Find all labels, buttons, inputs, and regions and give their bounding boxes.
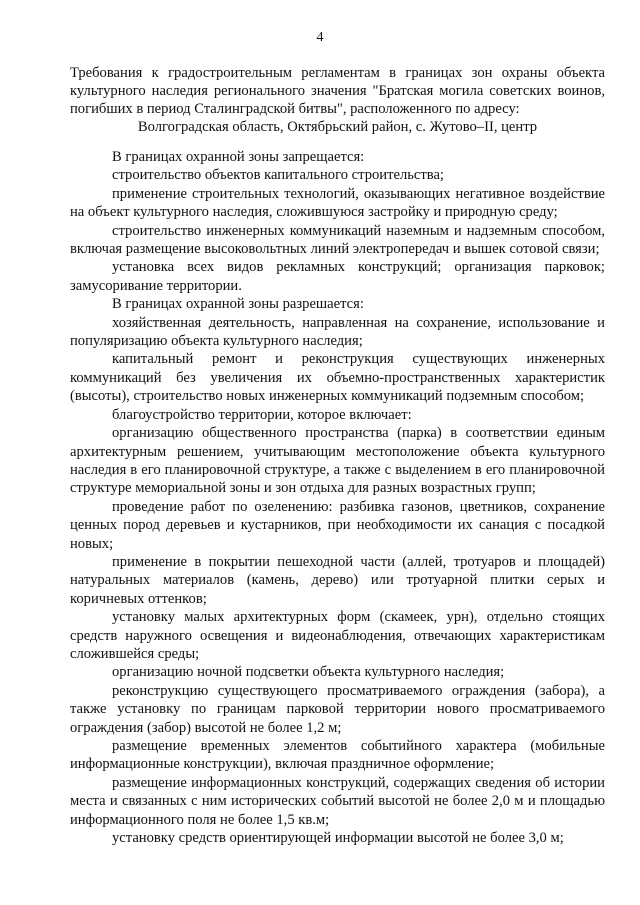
paragraph: проведение работ по озеленению: разбивка газонов, цветников, сохранение ценных пород деревьев и кустарников, при необходимости их санация с посадкой новых; [70, 498, 605, 552]
paragraph: организацию общественного пространства (парка) в соответствии единым архитектурным решением, учитывающим местоположение объекта культурного наследия в его планировочной структуре, а также с выделением в его планировочной структуре мемориальной зоны и зон отдыха для разных возрастных групп; [70, 425, 605, 497]
paragraph: строительство объектов капитального строительства; [112, 167, 444, 184]
paragraph: применение в покрытии пешеходной части (аллей, тротуаров и площадей) натуральных материалов (камень, дерево) или тротуарной плитки серых и коричневых оттенков; [70, 553, 605, 607]
paragraph: организацию ночной подсветки объекта культурного наследия; [112, 664, 505, 681]
paragraph: строительство инженерных коммуникаций наземным и надземным способом, включая размещение высоковольтных линий электропередач и вышек сотовой связи; [70, 222, 605, 258]
paragraph: установку малых архитектурных форм (скамеек, урн), отдельно стоящих средств наружного освещения и видеонаблюдения, отвечающих характеристикам сложившейся среды; [70, 609, 605, 662]
paragraph: хозяйственная деятельность, направленная на сохранение, использование и популяризацию объекта культурного наследия; [70, 314, 605, 350]
paragraph: размещение информационных конструкций, содержащих сведения об истории места и связанных с ним исторических событий высотой не более 2,0 м и площадью информационного поля не более 1,5 кв.м; [70, 774, 605, 828]
title-text: Требования к градостроительным регламентам в границах зон охраны объекта культурного наследия регионального значения "Братская могила советских воинов, погибших в период Сталинградской битвы", расположенного по адресу: [70, 65, 605, 117]
paragraph: капитальный ремонт и реконструкция существующих инженерных коммуникаций без увеличения их объемно-пространственных характеристик (высоты), строительство новых инженерных коммуникаций подземным способом; [70, 351, 605, 405]
paragraph: В границах охранной зоны разрешается: [112, 296, 364, 313]
paragraph: установка всех видов рекламных конструкций; организация парковок; замусоривание территории. [70, 259, 605, 294]
paragraph: установку средств ориентирующей информации высотой не более 3,0 м; [112, 830, 564, 847]
paragraph: размещение временных элементов событийного характера (мобильные информационные конструкции), включая праздничное оформление; [70, 738, 605, 773]
title-address: Волгоградская область, Октябрьский район, с. Жутово–II, центр [137, 119, 538, 135]
document-title [70, 64, 605, 136]
page-number: 4 [316, 30, 324, 45]
paragraph: В границах охранной зоны запрещается: [112, 149, 365, 165]
paragraph: реконструкцию существующего просматриваемого ограждения (забора), а также установку по границам парковой территории нового просматриваемого ограждения (забор) высотой не более 1,2 м; [70, 682, 605, 736]
paragraph: применение строительных технологий, оказывающих негативное воздействие на объект культурного наследия, сложившуюся застройку и природную среду; [70, 185, 605, 221]
document-body [70, 148, 605, 847]
paragraph: благоустройство территории, которое включает: [112, 406, 412, 423]
